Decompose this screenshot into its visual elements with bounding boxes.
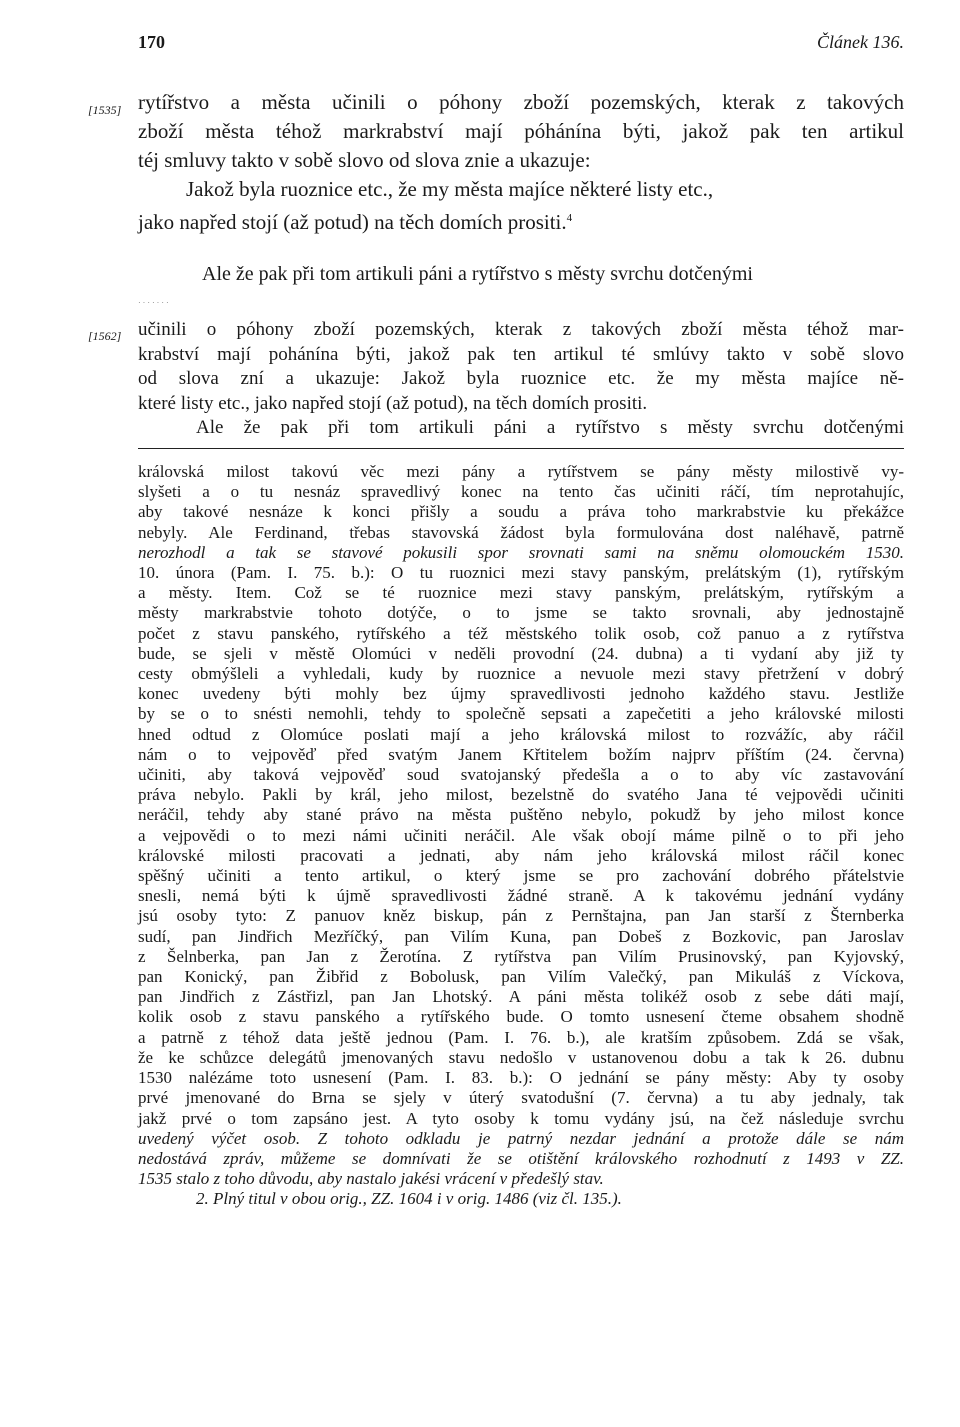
text-line: téj smluvy takto v sobě slovo od slova znie a ukazuje: bbox=[138, 148, 591, 172]
note-line: spěšný učiniti a tento artikul, o který jsme se pro zachování dobrého přátelstvie bbox=[138, 866, 904, 886]
text-block-1562 bbox=[88, 318, 904, 441]
note-line: a městy. Item. Což se té ruoznice mezi stavy panským, prelátským, rytířským a bbox=[138, 583, 904, 603]
note-line: počet z stavu panského, rytířského a též městského tolik osob, což panuo a z rytířstva bbox=[138, 623, 904, 643]
note-line: a vejpovědi o to mezi námi učiniti neráčil. Ale však obojí máme pilně o to při jeho bbox=[138, 825, 904, 845]
note-line: nebyly. Ale Ferdinand, třebas stavovská žádost byla formulována dost naléhavě, patrně bbox=[138, 522, 904, 542]
note-line: 1535 stalo z toho důvodu, aby nastalo jakési vrácení v předešlý stav. bbox=[138, 1169, 604, 1189]
note-line: bude, se sjeli v městě Olomúci v neděli provodní (24. dubna) a ti vydaní aby již ty bbox=[138, 643, 904, 663]
margin-number-1535: [1535] bbox=[88, 103, 122, 117]
text-line-content: jako napřed stojí (až potud) na těch domích prositi. bbox=[138, 210, 567, 234]
note-line: kolik osob z stavu panského a rytířského bude. O tomto usnesení čteme obsahem shodně bbox=[138, 1007, 904, 1027]
text-line: krabství mají pohánína býti, jakož pak ten artikul té smlúvy takto v sobě slovo bbox=[138, 343, 904, 365]
separator-dots: ······· bbox=[138, 298, 171, 307]
note-line: neráčil, tehdy aby stané právo na města puštěno nebylo, pokudž by jeho milost konce bbox=[138, 805, 904, 825]
note-line: že ke schůzce delegátů jmenovaných stavu nedošlo v ustanovenou dobu a tak k 26. dubnu bbox=[138, 1047, 904, 1067]
text-line: rytířstvo a města učinili o póhony zboží pozemských, kterak z takových bbox=[138, 90, 904, 114]
note-line: nerozhodl a tak se stavové pokusili spor srovnati sami na sněmu olomouckém 1530. bbox=[138, 542, 904, 562]
note-line: uvedený výčet osob. Z tohoto odkladu je patrný nezdar jednání a protože dále se nám bbox=[138, 1128, 904, 1148]
note-line: jakž prvé o tom zapsáno jest. A tyto osoby k tomu vydány jsú, na čež následuje svrchu bbox=[138, 1108, 904, 1128]
note-line: slyšeti a o tu nesnáz spravedlivý konec na tento čas učiniti ráčí, tím neprotahujíc, bbox=[138, 482, 904, 502]
text-line: Ale že pak při tom artikuli páni a rytířstvo s městy svrchu dotčenými bbox=[202, 263, 753, 285]
note-line: prvé jmenované do Brna se sjely v úterý svatodušní (7. června) a tu aby jednaly, tak bbox=[138, 1088, 904, 1108]
footnote-2: 2. Plný titul v obou orig., ZZ. 1604 i v orig. 1486 (viz čl. 135.). bbox=[196, 1189, 622, 1209]
note-line: práva nebylo. Pakli by král, jeho milost, bezelstně do svatého Jana té vejpovědi učiniti bbox=[138, 785, 904, 805]
note-line: nám o to vejpověď před svatým Janem Křtitelem božím najprv příštím (24. června) bbox=[138, 744, 904, 764]
note-line: jsú osoby tyto: Z panuov kněz biskup, pán z Pernštajna, pan Jan starší z Šternberka bbox=[138, 906, 904, 926]
note-line: městy markrabstvie tohoto dotýče, o to jsme se takto srovnali, aby jednostajně bbox=[138, 603, 904, 623]
text-line: Jakož byla ruoznice etc., že my města majíce některé listy etc., bbox=[186, 177, 714, 201]
text-line: učinili o póhony zboží pozemských, kterak z takových zboží města téhož mar- bbox=[138, 319, 904, 340]
note-line: z Šelnberka, pan Jan z Žerotína. Z rytířstva pan Vilím Prusinovský, pan Kyjovský, bbox=[138, 946, 904, 966]
note-line: by se o to snésti nemohli, tehdy to společně sepsati a zapečetiti a jeho královské milosti bbox=[138, 704, 904, 724]
note-line: konec uvedeny býti mohly bez újmy spravedlivosti jednoho každého stavu. Jestliže bbox=[138, 684, 904, 704]
footnote-mark: 4 bbox=[566, 212, 573, 224]
note-line: aby takové nesnáze k konci přišly a soudu a práva toho markrabstvie ku překážce bbox=[138, 502, 904, 522]
text-block-1535 bbox=[88, 88, 904, 237]
page-number: 170 bbox=[138, 32, 165, 52]
note-line: nedostává zpráv, můžeme se domnívati že se otištění královského rozhodnutí z 1493 v ZZ. bbox=[138, 1148, 904, 1168]
text-line: od slova zní a ukazuje: Jakož byla ruoznice etc. že my města majíce ně- bbox=[138, 368, 904, 389]
footnote-rule bbox=[138, 448, 904, 449]
note-line: královské milosti pracovati a jednati, aby nám jeho královská milost ráčil konec bbox=[138, 845, 904, 865]
text-line: Ale že pak při tom artikuli páni a rytířstvo s městy svrchu dotčenými bbox=[196, 417, 904, 438]
note-line: pan Konický, pan Žibřid z Bobolusk, pan Vilím Valečký, pan Mikuláš z Víckova, bbox=[138, 967, 904, 987]
note-line: královská milost takovú věc mezi pány a rytířstvem se pány městy milostivě vy- bbox=[138, 462, 904, 481]
note-line: učiniti, aby taková vejpověď soud svatojanský předešla a o to aby víc zastavování bbox=[138, 765, 904, 785]
note-line: sudí, pan Jindřich Mezříčký, pan Vilím Kuna, pan Dobeš z Bozkovic, pan Jaroslav bbox=[138, 926, 904, 946]
note-line: cesty obmýšleli a vyhledali, kudy by ruoznice a nevuole mezi stavy přetržení v dobrý bbox=[138, 664, 904, 684]
note-line: snesli, nemá býti k újmě spravedlivosti žádné straně. A k takovému jednání vydány bbox=[138, 886, 904, 906]
note-line: a patrně z téhož data ještě jednou (Pam. I. 76. b.), ale kratším způsobem. Zdá se však, bbox=[138, 1027, 904, 1047]
margin-number-1562: [1562] bbox=[88, 329, 122, 343]
text-line bbox=[138, 204, 904, 237]
note-line: 10. února (Pam. I. 75. b.): O tu ruoznici mezi stavy panským, prelátským (1), rytířským bbox=[138, 563, 904, 583]
note-line: hned odtud z Olomúce poslati mají a jeho královská milost to rozvážíc, aby ráčil bbox=[138, 724, 904, 744]
article-heading: Článek 136. bbox=[817, 32, 904, 52]
continuation-line-1535 bbox=[138, 260, 904, 288]
note-line: pan Jindřich z Zástřizl, pan Jan Lhotský. A páni města tolikéž osob z sebe dáti mají, bbox=[138, 987, 904, 1007]
text-line: zboží města téhož markrabství mají póhánína býti, jakož pak ten artikul bbox=[138, 119, 904, 143]
footnotes bbox=[138, 462, 904, 1210]
note-line: 1530 nalézáme toto usnesení (Pam. I. 83. b.): O jednání se pány městy: Aby ty osoby bbox=[138, 1068, 904, 1088]
text-line: které listy etc., jako napřed stojí (až potud), na těch domích prositi. bbox=[138, 392, 648, 414]
